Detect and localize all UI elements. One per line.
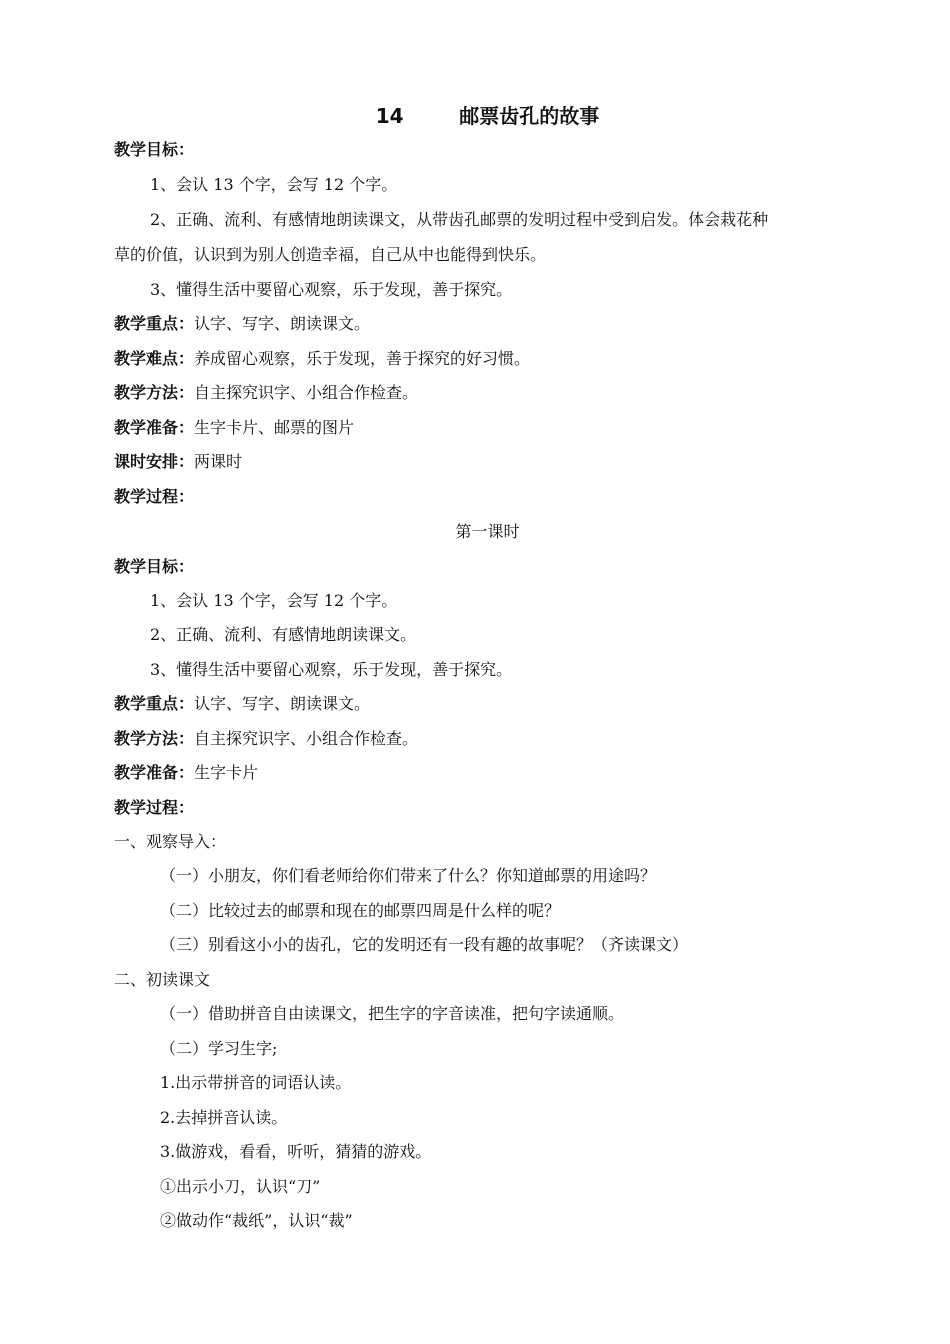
step-heading: 一、观察导入：: [114, 832, 227, 851]
paragraph: 草的价值，认识到为别人创造幸福，自己从中也能得到快乐。: [114, 245, 547, 264]
line-text: 自主探究识字、小组合作检查。: [194, 729, 419, 748]
paragraph: 3、懂得生活中要留心观察，乐于发现，善于探究。: [150, 660, 513, 679]
paragraph: ②做动作“裁纸”，认识“裁”: [160, 1211, 353, 1230]
paragraph: 1、会认 13 个字，会写 12 个字。: [150, 175, 398, 194]
paragraph: 2、正确、流利、有感情地朗读课文。: [150, 625, 417, 644]
section-heading: 教学过程：: [114, 487, 195, 506]
line-label: 教学方法：: [114, 383, 195, 402]
line-label: 教学准备：: [114, 763, 195, 782]
labeled-line: [114, 692, 370, 716]
line-label: 教学重点：: [114, 314, 195, 333]
line-label: 课时安排：: [114, 452, 195, 471]
line-text: 养成留心观察，乐于发现，善于探究的好习惯。: [194, 349, 531, 368]
paragraph: 2、正确、流利、有感情地朗读课文，从带齿孔邮票的发明过程中受到启发。体会栽花种: [150, 210, 769, 229]
labeled-line: [114, 450, 242, 474]
line-text: 自主探究识字、小组合作检查。: [194, 383, 419, 402]
line-label: 教学重点：: [114, 694, 195, 713]
paragraph: （一）借助拼音自由读课文，把生字的字音读准，把句字读通顺。: [160, 1004, 625, 1023]
paragraph: 3.做游戏，看看，听听，猜猜的游戏。: [160, 1142, 432, 1161]
paragraph: 1.出示带拼音的词语认读。: [160, 1073, 352, 1092]
lesson-subtitle: 第一课时: [455, 522, 520, 541]
paragraph: 3、懂得生活中要留心观察，乐于发现，善于探究。: [150, 280, 513, 299]
paragraph: 2.去掉拼音认读。: [160, 1108, 288, 1127]
document-title: 14 邮票齿孔的故事: [375, 104, 600, 128]
labeled-line: [114, 381, 418, 405]
paragraph: （一）小朋友，你们看老师给你们带来了什么？你知道邮票的用途吗？: [160, 866, 657, 885]
section-heading: 教学目标：: [114, 140, 195, 159]
paragraph: （二）比较过去的邮票和现在的邮票四周是什么样的呢？: [160, 901, 561, 920]
paragraph: （三）别看这小小的齿孔，它的发明还有一段有趣的故事呢？（齐读课文）: [160, 935, 689, 954]
line-label: 教学方法：: [114, 729, 195, 748]
section-heading: 教学过程：: [114, 798, 195, 817]
labeled-line: [114, 727, 418, 751]
paragraph: 1、会认 13 个字，会写 12 个字。: [150, 591, 398, 610]
paragraph: ①出示小刀，认识“刀”: [160, 1177, 321, 1196]
step-heading: 二、初读课文: [114, 970, 211, 989]
line-text: 生字卡片: [194, 763, 259, 782]
paragraph: （二）学习生字;: [160, 1039, 278, 1058]
line-label: 教学准备：: [114, 418, 195, 437]
line-text: 认字、写字、朗读课文。: [194, 314, 371, 333]
line-label: 教学难点：: [114, 349, 195, 368]
labeled-line: [114, 416, 354, 440]
line-text: 认字、写字、朗读课文。: [194, 694, 371, 713]
labeled-line: [114, 761, 258, 785]
labeled-line: [114, 347, 530, 371]
labeled-line: [114, 312, 370, 336]
line-text: 生字卡片、邮票的图片: [194, 418, 355, 437]
section-heading: 教学目标：: [114, 557, 195, 576]
line-text: 两课时: [194, 452, 243, 471]
